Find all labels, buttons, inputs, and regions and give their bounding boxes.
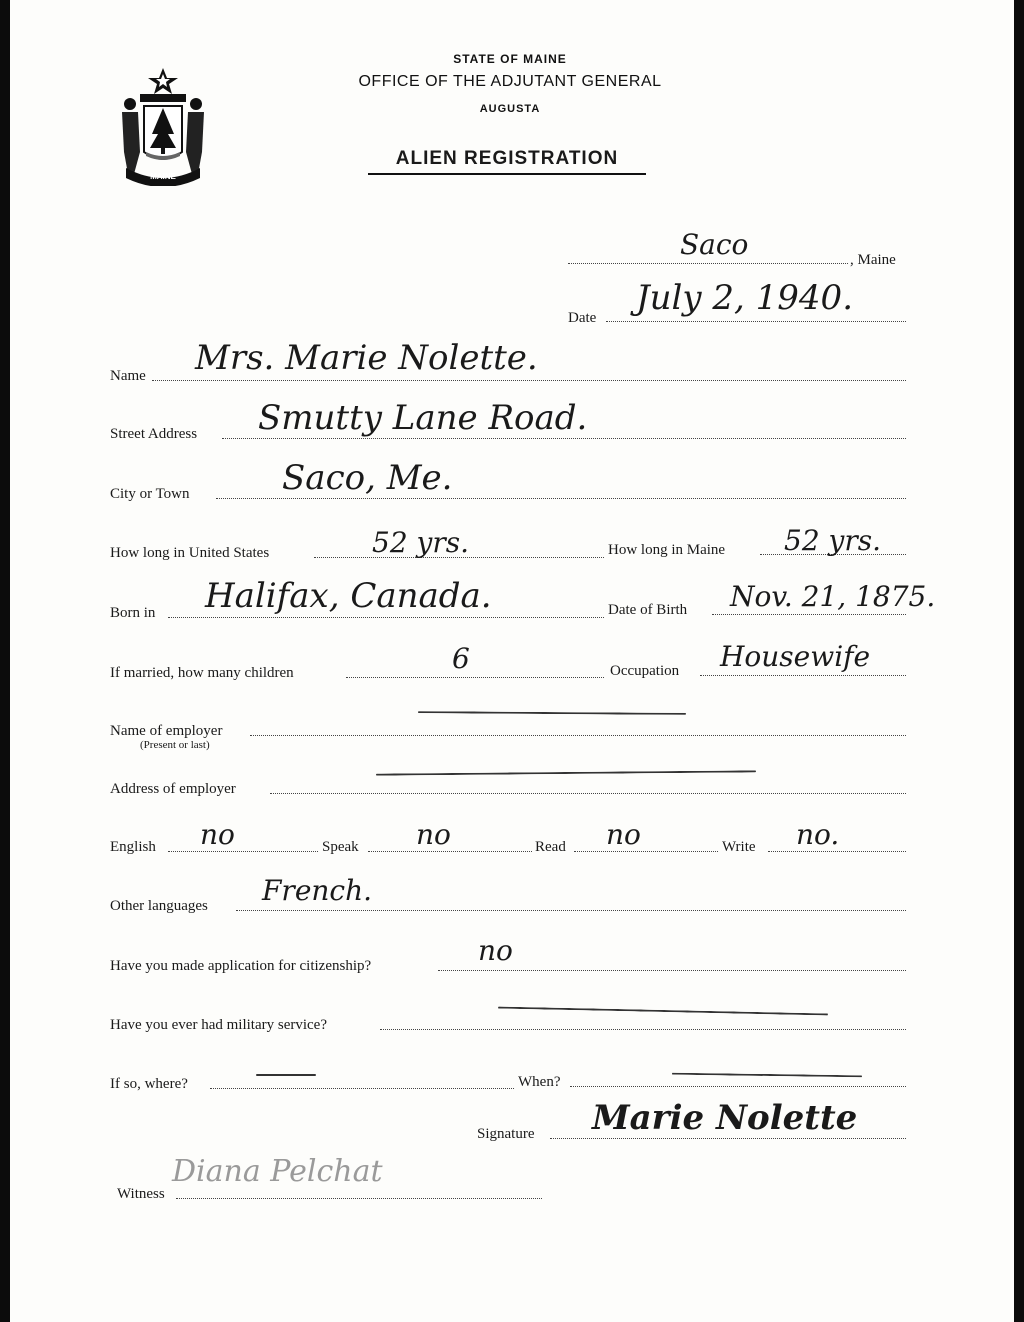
dob-label: Date of Birth — [608, 602, 688, 618]
scan-border-right — [1014, 0, 1024, 1322]
when-dash — [672, 1073, 862, 1078]
where-line — [210, 1088, 514, 1089]
citizenship-value: no — [478, 934, 513, 967]
speak-label: Speak — [322, 839, 359, 855]
military-dash — [498, 1007, 828, 1016]
street-label: Street Address — [110, 426, 198, 442]
how-long-us-label: How long in United States — [110, 545, 270, 561]
other-languages-line — [236, 910, 906, 911]
header-office: OFFICE OF THE ADJUTANT GENERAL — [358, 73, 662, 90]
employer-line — [250, 735, 906, 736]
occupation-label: Occupation — [610, 663, 680, 679]
when-label: When? — [518, 1074, 561, 1090]
employer-dash — [418, 711, 686, 715]
employer-label: Name of employer — [110, 723, 223, 739]
born-in-value: Halifax, Canada. — [205, 576, 492, 616]
speak-line — [368, 851, 532, 852]
witness-label: Witness — [117, 1186, 165, 1202]
employer-sublabel: (Present or last) — [140, 739, 210, 751]
write-value: no. — [796, 818, 840, 851]
how-long-us-value: 52 yrs. — [372, 526, 470, 559]
english-value: no — [200, 818, 235, 851]
maine-label: , Maine — [850, 252, 896, 268]
dob-line — [712, 614, 906, 615]
born-in-line — [168, 617, 604, 618]
date-label: Date — [568, 310, 597, 326]
children-line — [346, 677, 604, 678]
town-line — [568, 263, 848, 264]
children-label: If married, how many children — [110, 665, 294, 681]
name-value: Mrs. Marie Nolette. — [195, 338, 538, 378]
street-value: Smutty Lane Road. — [258, 398, 588, 438]
name-label: Name — [110, 368, 146, 384]
scan-border-left — [0, 0, 10, 1322]
form-title: ALIEN REGISTRATION — [368, 148, 646, 175]
signature-label: Signature — [477, 1126, 535, 1142]
employer-address-line — [270, 793, 906, 794]
signature-line — [550, 1138, 906, 1139]
employer-address-dash — [376, 770, 756, 775]
citizenship-line — [438, 970, 906, 971]
english-label: English — [110, 839, 156, 855]
where-label: If so, where? — [110, 1076, 188, 1092]
header-state: STATE OF MAINE — [453, 52, 567, 66]
other-languages-label: Other languages — [110, 898, 208, 914]
city-line — [216, 498, 906, 499]
city-label: City or Town — [110, 486, 190, 502]
english-line — [168, 851, 318, 852]
read-value: no — [606, 818, 641, 851]
born-in-label: Born in — [110, 605, 156, 621]
city-value: Saco, Me. — [282, 458, 453, 498]
other-languages-value: French. — [262, 874, 373, 907]
citizenship-label: Have you made application for citizenship? — [110, 958, 372, 974]
header-city: AUGUSTA — [479, 103, 541, 115]
write-label: Write — [722, 839, 756, 855]
military-label: Have you ever had military service? — [110, 1017, 327, 1033]
read-line — [574, 851, 718, 852]
children-value: 6 — [452, 642, 470, 675]
when-line — [570, 1086, 906, 1087]
maine-state-seal-icon — [110, 66, 216, 186]
name-line — [152, 380, 906, 381]
where-dash — [256, 1074, 316, 1076]
signature-value: Marie Nolette — [592, 1098, 858, 1138]
street-line — [222, 438, 906, 439]
witness-value: Diana Pelchat — [172, 1154, 383, 1189]
military-line — [380, 1029, 906, 1030]
write-line — [768, 851, 906, 852]
dob-value: Nov. 21, 1875. — [730, 580, 936, 613]
occupation-value: Housewife — [720, 640, 871, 673]
how-long-me-value: 52 yrs. — [784, 524, 882, 557]
occupation-line — [700, 675, 906, 676]
witness-line — [176, 1198, 542, 1199]
date-line — [606, 321, 906, 322]
employer-address-label: Address of employer — [110, 781, 236, 797]
town-value: Saco — [680, 228, 749, 261]
how-long-me-label: How long in Maine — [608, 542, 726, 558]
date-value: July 2, 1940. — [636, 278, 853, 318]
read-label: Read — [535, 839, 566, 855]
speak-value: no — [416, 818, 451, 851]
seal-label: MAINE — [150, 172, 176, 181]
